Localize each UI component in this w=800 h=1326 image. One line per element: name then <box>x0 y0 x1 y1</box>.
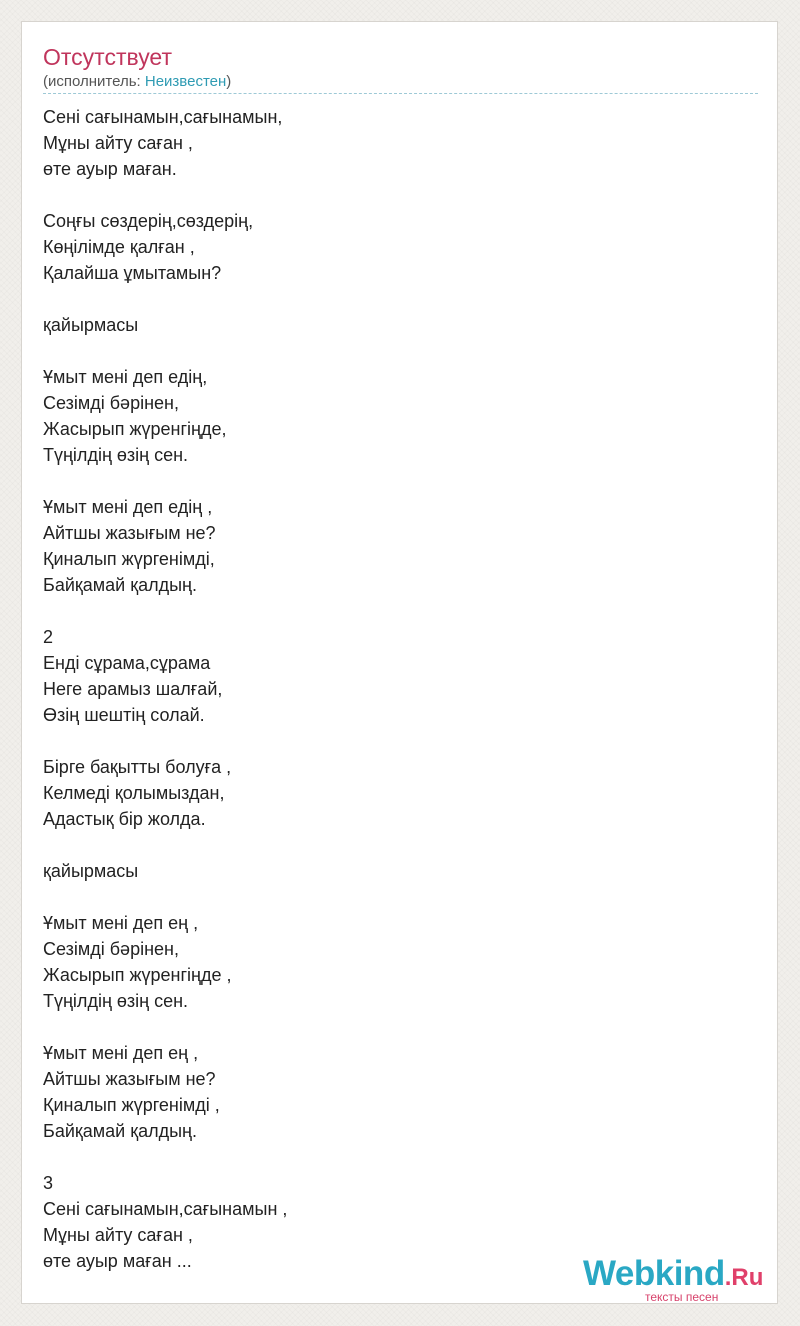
song-title: Отсутствует <box>43 44 172 70</box>
lyrics-text: Сені сағынамын,сағынамын, Мұны айту саған , өте ауыр маған. Соңғы сөздерің,сөздерің, Көңілімде қалған , Қалайша ұмытамын? қайырмасы Ұмыт мені деп едің, Сезімді бәрінен, Жасырып жүренгіңде, Түңілдің өзің сен. Ұмыт мені деп едің , Айтшы жазығым не? Қиналып жүргенімді, Байқамай қалдың. 2 Енді сұрама,сұрама Неге арамыз шалғай, Өзің шештің солай. Бірге бақытты болуға , Келмеді қолымыздан, Адастық бір жолда. қайырмасы Ұмыт мені деп ең , Сезімді бәрінен, Жасырып жүренгіңде , Түңілдің өзің сен. Ұмыт мені деп ең , Айтшы жазығым не? Қиналып жүргенімді , Байқамай қалдың. 3 Сені сағынамын,сағынамын , Мұны айту саған , өте ауыр маған ... <box>43 107 288 1271</box>
artist-prefix: (исполнитель: <box>43 73 145 90</box>
webkind-logo <box>583 1254 783 1306</box>
artist-link[interactable]: Неизвестен <box>144 73 227 90</box>
artist-line <box>43 73 231 91</box>
logo-tagline: тексты песен <box>645 1290 719 1304</box>
logo-main-text: Webkind <box>583 1254 725 1293</box>
logo-domain-suffix: .Ru <box>724 1264 764 1291</box>
lyrics-card <box>21 21 778 1304</box>
dashed-divider <box>43 93 758 94</box>
artist-suffix: ) <box>226 73 232 90</box>
